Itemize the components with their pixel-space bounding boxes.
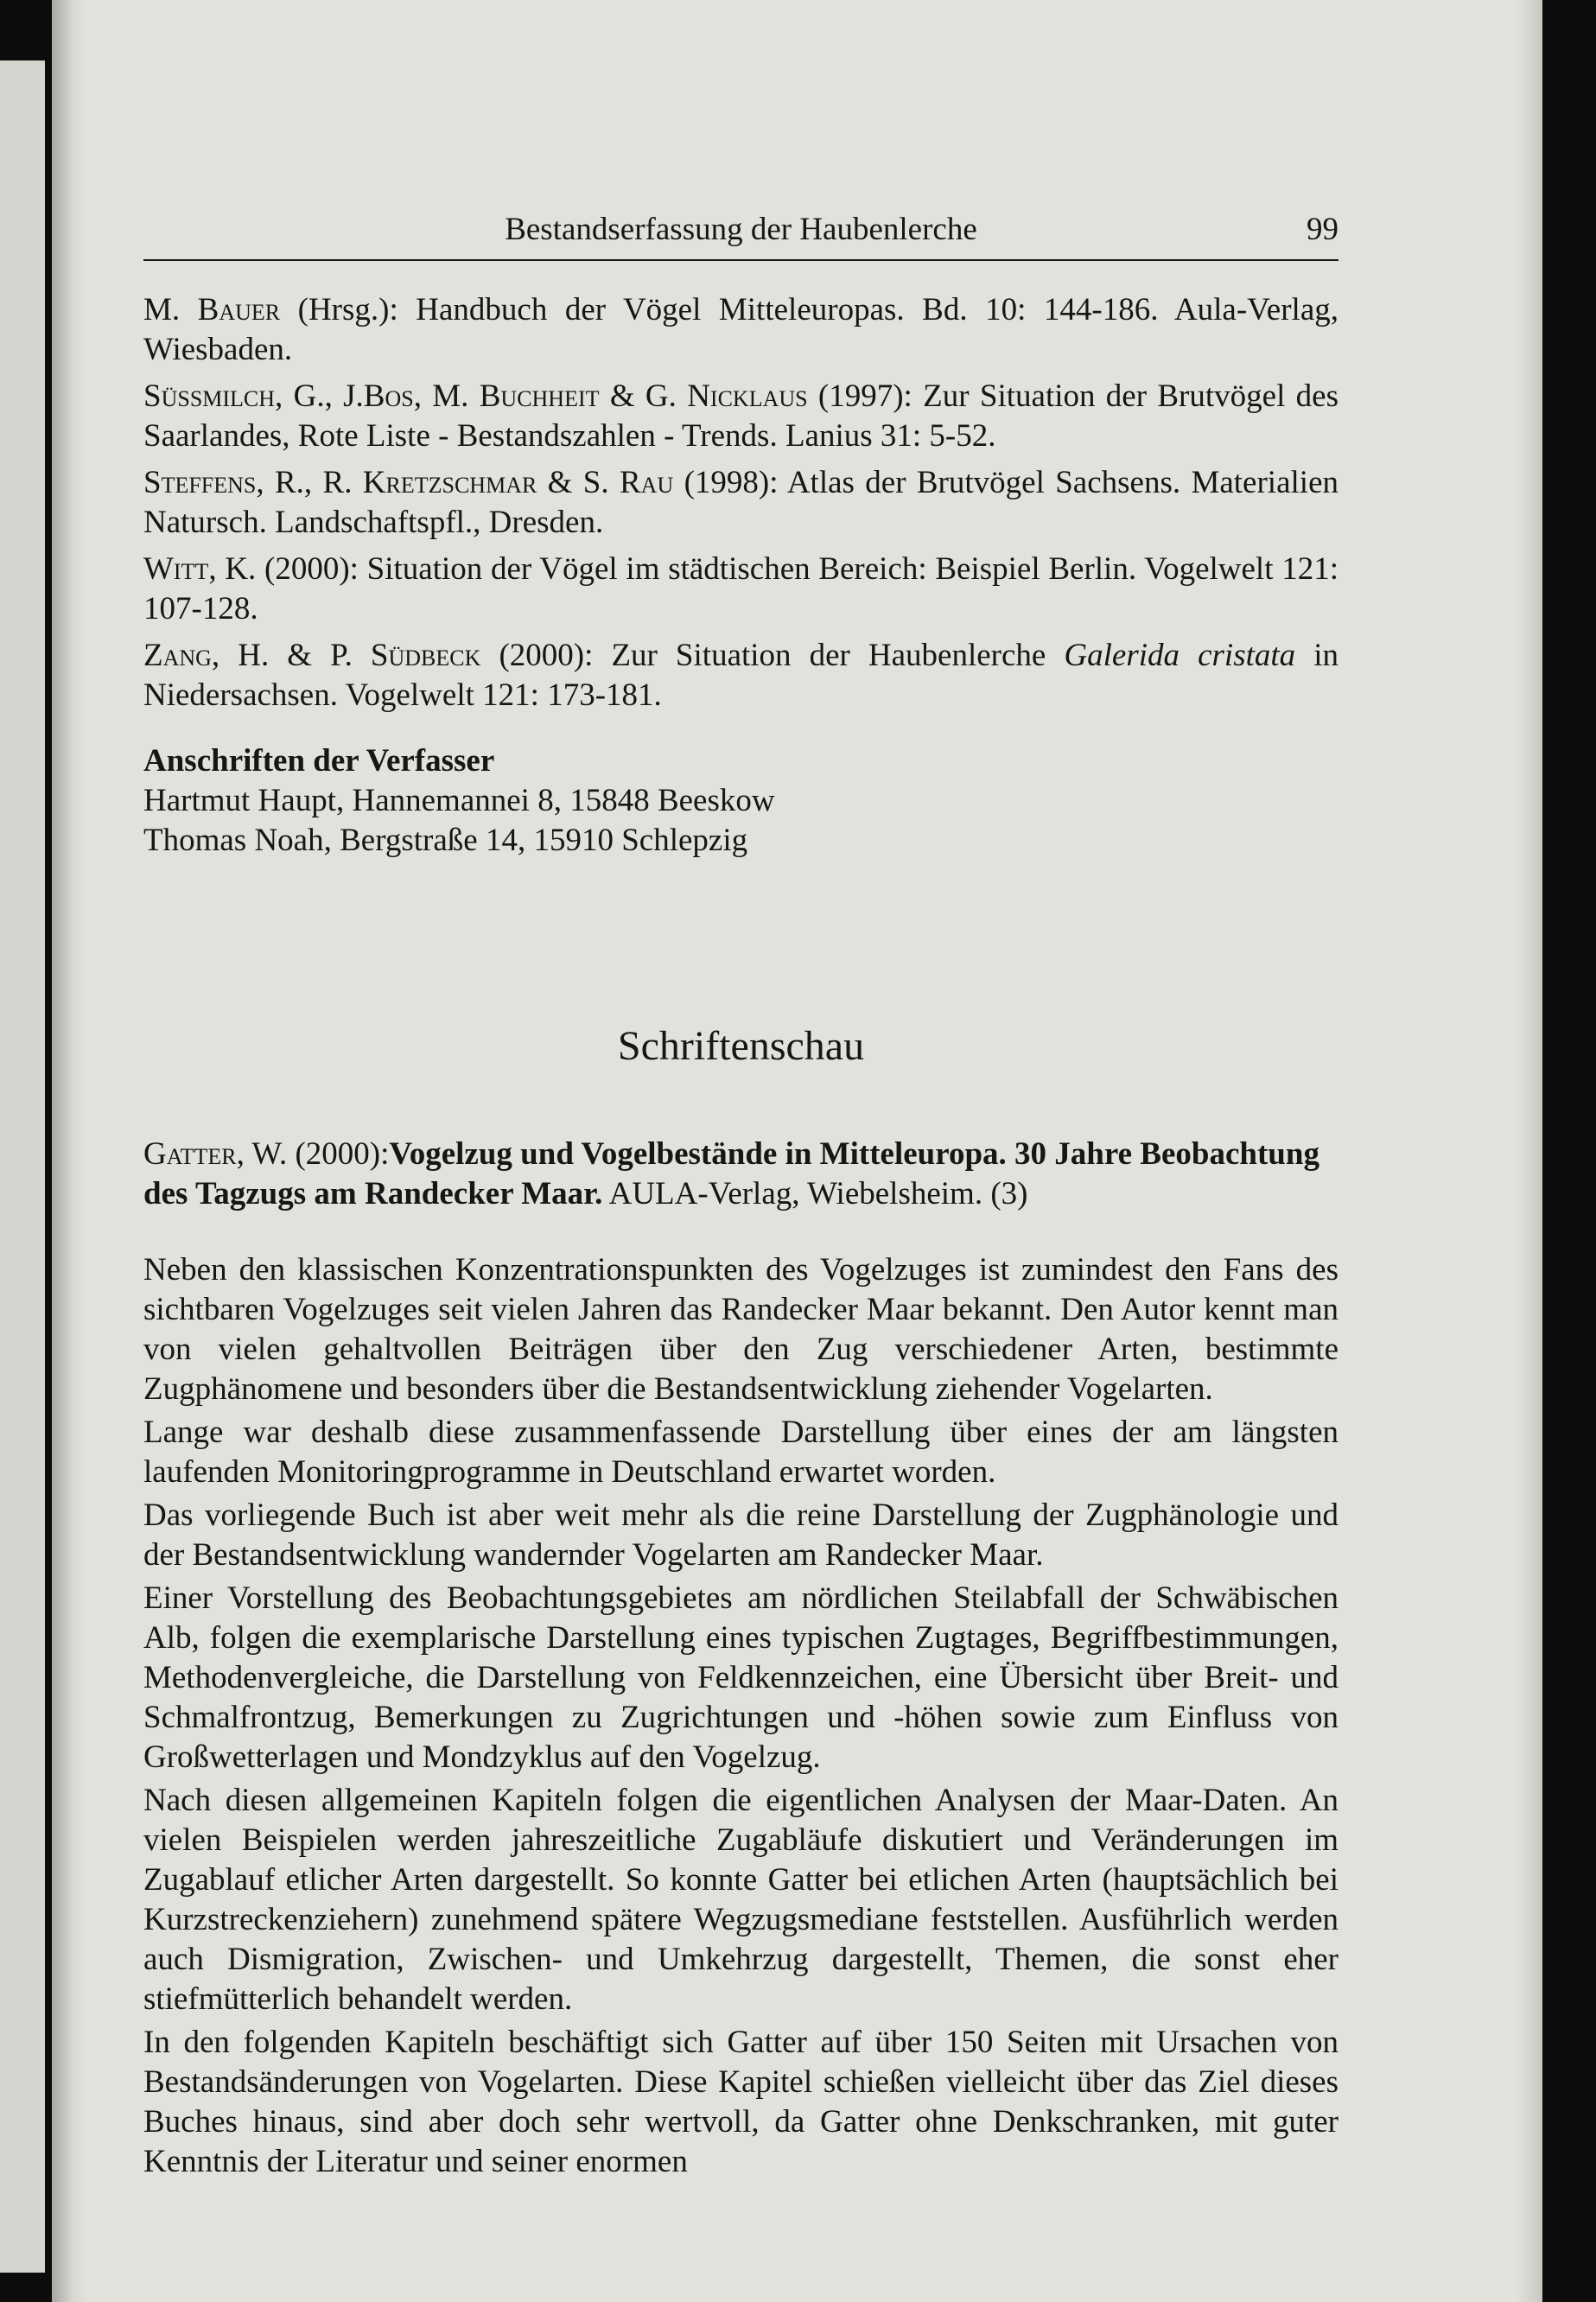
review-body — [143, 1250, 1338, 2182]
page-edge-shadow — [1517, 0, 1542, 2302]
review-book-title: Vogelzug und Vogelbestände in Mitteleuropa. 30 Jahre Beobachtung des Tagzugs am Randecker Maar. — [143, 1136, 1319, 1211]
addresses-heading: Anschriften der Verfasser — [143, 743, 495, 779]
ref-details: (2000): Situation der Vögel im städtischen Bereich: Beispiel Berlin. Vogelwelt 121: 107-128. — [143, 551, 1338, 626]
ref-authors: Zang, H. & P. Südbeck — [143, 638, 481, 673]
reference-entry — [143, 636, 1338, 715]
ref-authors: Süßmilch, G., J.Bos, M. Buchheit & G. Nicklaus — [143, 378, 808, 414]
review-author: Gatter, W. — [143, 1136, 288, 1172]
review-paragraph: In den folgenden Kapiteln beschäftigt sich Gatter auf über 150 Seiten mit Ursachen von Bestandsänderungen von Vogelarten. Diese Kapitel schießen vielleicht über das Ziel dieses Buches hinaus, sind aber doch sehr wertvoll, da Gatter ohne Denkschranken, mit guter Kenntnis der Literatur und seiner enormen — [143, 2025, 1338, 2179]
ref-authors: Witt, K. — [143, 551, 257, 587]
page-gutter-shadow — [52, 0, 86, 2302]
review-paragraph: Neben den klassischen Konzentrationspunkten des Vogelzuges ist zumindest den Fans des sichtbaren Vogelzuges seit vielen Jahren das Randecker Maar bekannt. Den Autor kennt man von vielen gehaltvollen Beiträgen über den Zug verschiedener Arten, bestimmte Zugphänomene und besonders über die Bestandsentwicklung ziehender Vogelarten. — [143, 1252, 1338, 1407]
review-paragraph: Einer Vorstellung des Beobachtungsgebietes am nördlichen Steilabfall der Schwäbischen Alb, folgen die exemplarische Darstellung eines typischen Zugtages, Begriffbestimmungen, Methodenvergleiche, die Darstellung von Feldkennzeichen, eine Übersicht über Breit- und Schmalfrontzug, Bemerkungen zu Zugrichtungen und -höhen sowie zum Einfluss von Großwetterlagen und Mondzyklus auf den Vogelzug. — [143, 1580, 1338, 1775]
section-title: Schriftenschau — [617, 1023, 865, 1069]
left-page-edge — [0, 60, 45, 2273]
review-paragraph: Das vorliegende Buch ist aber weit mehr als die reine Darstellung der Zugphänologie und der Bestandsentwicklung wandernder Vogelarten am Randecker Maar. — [143, 1498, 1338, 1573]
ref-details: (2000): Zur Situation der Haubenlerche — [480, 638, 1065, 673]
page-number: 99 — [1307, 212, 1338, 247]
book-page — [52, 0, 1542, 2302]
ref-details: (Hrsg.): Handbuch der Vögel Mitteleuropas. Bd. 10: 144-186. Aula-Verlag, Wiesbaden. — [143, 292, 1338, 367]
page-content — [143, 206, 1338, 2185]
ref-details: in Niedersachsen. Vogelwelt 121: 173-181. — [143, 638, 1338, 713]
ref-authors: M. Bauer — [143, 292, 281, 327]
review-publisher: AULA-Verlag, Wiebelsheim. (3) — [602, 1176, 1028, 1211]
running-header — [143, 206, 1338, 261]
reference-list — [143, 290, 1338, 715]
author-addresses — [143, 741, 1338, 861]
review-paragraph: Nach diesen allgemeinen Kapiteln folgen die eigentlichen Analysen der Maar-Daten. An vielen Beispielen werden jahreszeitliche Zugabläufe diskutiert und Veränderungen im Zugablauf etlicher Arten dargestellt. So konnte Gatter bei etlichen Arten (hauptsächlich bei Kurzstreckenziehern) zunehmend spätere Wegzugsmediane feststellen. Ausführlich werden auch Dismigration, Zwischen- und Umkehrzug dargestellt, Themen, die sonst eher stiefmütterlich behandelt werden. — [143, 1783, 1338, 2017]
ref-species-name: Galerida cristata — [1064, 638, 1296, 673]
address-line: Hartmut Haupt, Hannemannei 8, 15848 Beeskow — [143, 783, 775, 818]
running-title: Bestandserfassung der Haubenlerche — [505, 212, 977, 247]
review-paragraph: Lange war deshalb diese zusammenfassende Darstellung über eines der am längsten laufenden Monitoringprogramme in Deutschland erwartet worden. — [143, 1415, 1338, 1490]
ref-authors: Steffens, R., R. Kretzschmar & S. Rau — [143, 465, 674, 500]
address-line: Thomas Noah, Bergstraße 14, 15910 Schlepzig — [143, 823, 748, 858]
reference-entry — [143, 290, 1338, 370]
review-citation — [143, 1135, 1338, 1214]
ref-details: (1998): Atlas der Brutvögel Sachsens. Materialien Natursch. Landschaftspfl., Dresden. — [143, 465, 1338, 540]
reference-entry — [143, 550, 1338, 629]
review-year: (2000): — [287, 1136, 390, 1172]
reference-entry — [143, 377, 1338, 456]
reference-entry — [143, 463, 1338, 543]
ref-details: (1997): Zur Situation der Brutvögel des Saarlandes, Rote Liste - Bestandszahlen - Trends. Lanius 31: 5-52. — [143, 378, 1338, 454]
